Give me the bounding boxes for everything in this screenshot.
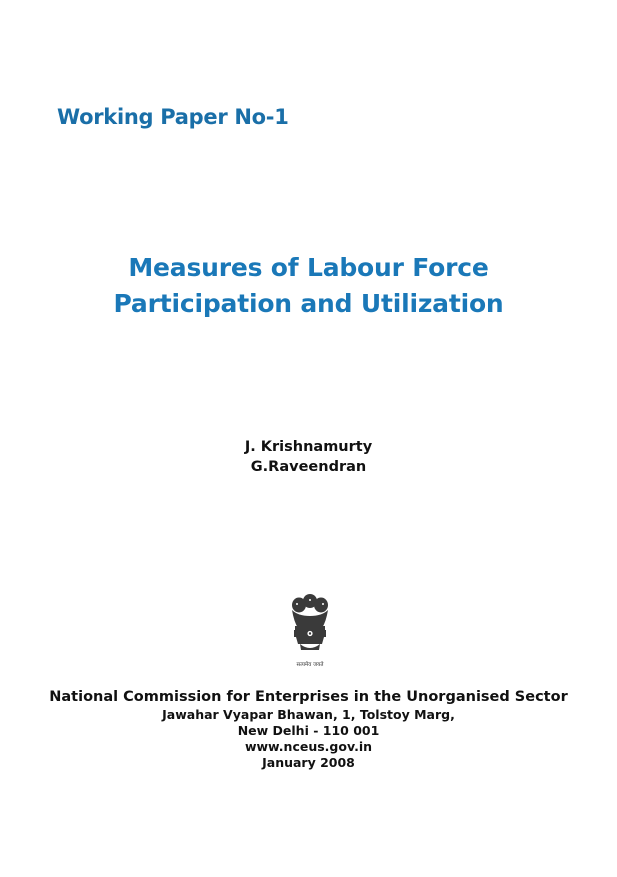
title-line-1: Measures of Labour Force <box>128 253 489 282</box>
title-line-2: Participation and Utilization <box>113 289 504 318</box>
author-list <box>0 437 617 477</box>
publisher-block <box>0 687 617 771</box>
address-line-2: New Delhi - 110 001 <box>237 723 380 738</box>
publication-date: January 2008 <box>262 755 355 770</box>
address-line-1: Jawahar Vyapar Bhawan, 1, Tolstoy Marg, <box>162 707 455 722</box>
emblem-motto: सत्यमेव जयते <box>296 662 324 668</box>
website: www.nceus.gov.in <box>244 739 373 754</box>
organisation-name: National Commission for Enterprises in the Unorganised Sector <box>49 689 568 705</box>
national-emblem-icon <box>286 592 334 672</box>
paper-title <box>0 250 617 322</box>
author-2: G.Raveendran <box>250 459 367 475</box>
author-1: J. Krishnamurty <box>244 439 373 455</box>
working-paper-number: Working Paper No-1 <box>57 105 289 129</box>
